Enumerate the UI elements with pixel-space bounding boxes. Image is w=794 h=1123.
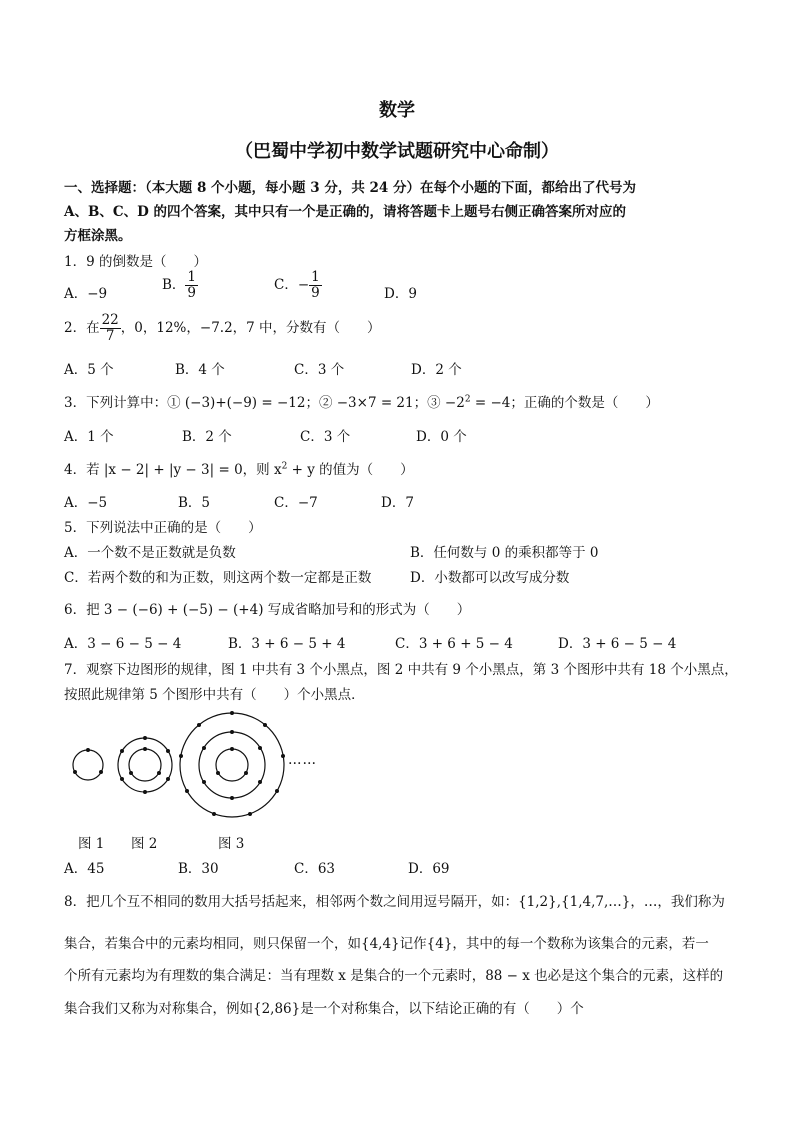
q4-option-c: C．−7 [274, 495, 318, 511]
q1-option-c [274, 270, 322, 301]
q5-option-b: B．任何数与 0 的乘积都等于 0 [410, 545, 599, 561]
page-title: 数学 [379, 100, 415, 121]
q1-b-numerator: 1 [187, 269, 197, 285]
page-subtitle: （巴蜀中学初中数学试题研究中心命制） [235, 141, 559, 162]
q8-stem-line4: 集合我们又称为对称集合，例如{2,86}是一个对称集合，以下结论正确的有（ ）个 [64, 1001, 584, 1017]
q1-option-b-prefix: B． [162, 276, 186, 293]
q2-stem [64, 313, 381, 344]
q1-option-b [162, 270, 198, 301]
q7-option-d: D．69 [408, 861, 450, 877]
q4-stem [64, 458, 414, 478]
q5-option-d: D．小数都可以改写成分数 [410, 570, 570, 586]
q1-stem: 1．9 的倒数是（ ） [64, 254, 207, 270]
q2-denominator: 7 [105, 327, 115, 344]
q6-option-d: D．3 + 6 − 5 − 4 [558, 636, 677, 652]
q5-stem: 5．下列说法中正确的是（ ） [64, 520, 262, 536]
section-heading-line3: 方框涂黑。 [64, 228, 132, 244]
q1-b-denominator: 9 [187, 284, 197, 301]
q3-option-c: C．3 个 [300, 429, 351, 445]
q2-numerator: 22 [101, 312, 119, 328]
q1-option-d: D．9 [384, 286, 417, 302]
q3-option-d: D．0 个 [416, 429, 467, 445]
q3-stem [64, 391, 659, 411]
q7-option-c: C．63 [294, 861, 336, 877]
q5-option-c: C．若两个数的和为正数，则这两个数一定都是正数 [64, 570, 372, 586]
q3-stem-suffix: = −4；正确的个数是（ ） [470, 395, 659, 411]
q2-option-a: A．5 个 [64, 362, 114, 378]
q7-fig3-label: 图 3 [218, 836, 245, 852]
q1-c-denominator: 9 [311, 284, 320, 301]
section-heading-line2: A、B、C、D 的四个答案，其中只有一个是正确的，请将答题卡上题号右侧正确答案所对应的 [64, 204, 627, 220]
q4-stem-prefix: 4．若 |x − 2| + |y − 3| = 0，则 x [64, 462, 282, 478]
q4-option-b: B．5 [178, 495, 211, 511]
q2-stem-prefix: 2．在 [64, 319, 100, 336]
q1-c-numerator: 1 [311, 269, 320, 285]
q6-option-a: A．3 − 6 − 5 − 4 [64, 636, 182, 652]
q8-stem-line3: 个所有元素均为有理数的集合满足：当有理数 x 是集合的一个元素时，88 − x 也必是这个集合的元素，这样的 [64, 968, 724, 984]
q7-fig1-label: 图 1 [78, 836, 105, 852]
q3-exponent: 2 [464, 394, 471, 405]
q2-option-c: C．3 个 [294, 362, 345, 378]
q7-stem-line2: 按照此规律第 5 个图形中共有（ ）个小黑点． [64, 687, 365, 703]
q8-stem-line2: 集合，若集合中的元素均相同，则只保留一个，如{4,4}记作{4}，其中的每一个数称为该集合的元素，若一 [64, 936, 709, 952]
q4-exponent: 2 [281, 461, 288, 472]
q3-option-a: A．1 个 [64, 429, 114, 445]
q4-stem-suffix: + y 的值为（ ） [287, 462, 414, 478]
q1-option-a: A．−9 [64, 286, 108, 302]
q2-option-b: B．4 个 [175, 362, 225, 378]
q6-stem: 6．把 3 − (−6) + (−5) − (+4) 写成省略加号和的形式为（ ） [64, 602, 471, 618]
q6-option-b: B．3 + 6 − 5 + 4 [228, 636, 346, 652]
q8-stem-line1: 8．把几个互不相同的数用大括号括起来，相邻两个数之间用逗号隔开，如：{1,2},{1,4,7,…}，…，我们称为 [64, 894, 725, 910]
q7-stem-line1: 7．观察下边图形的规律，图 1 中共有 3 个小黑点，图 2 中共有 9 个小黑点，第 3 个图形中共有 18 个小黑点， [64, 662, 738, 678]
q3-stem-prefix: 3．下列计算中：① (−3)+(−9) = −12；② −3×7 = 21；③ −2 [64, 395, 465, 411]
section-heading-line1: 一、选择题：（本大题 8 个小题，每小题 3 分，共 24 分）在每个小题的下面，都给出了代号为 [64, 180, 637, 196]
q6-option-c: C．3 + 6 + 5 − 4 [395, 636, 513, 652]
q2-option-d: D．2 个 [411, 362, 462, 378]
q7-option-a: A．45 [64, 861, 105, 877]
q4-option-d: D．7 [381, 495, 414, 511]
q7-fig2-label: 图 2 [131, 836, 158, 852]
q5-option-a: A．一个数不是正数就是负数 [64, 545, 236, 561]
q4-option-a: A．−5 [64, 495, 108, 511]
q3-option-b: B．2 个 [182, 429, 232, 445]
q1-option-c-prefix: C．− [274, 276, 310, 293]
q2-stem-suffix: ，0，12%，−7.2，7 中，分数有（ ） [120, 319, 381, 336]
q7-ellipsis: …… [288, 752, 317, 768]
q7-option-b: B．30 [178, 861, 219, 877]
